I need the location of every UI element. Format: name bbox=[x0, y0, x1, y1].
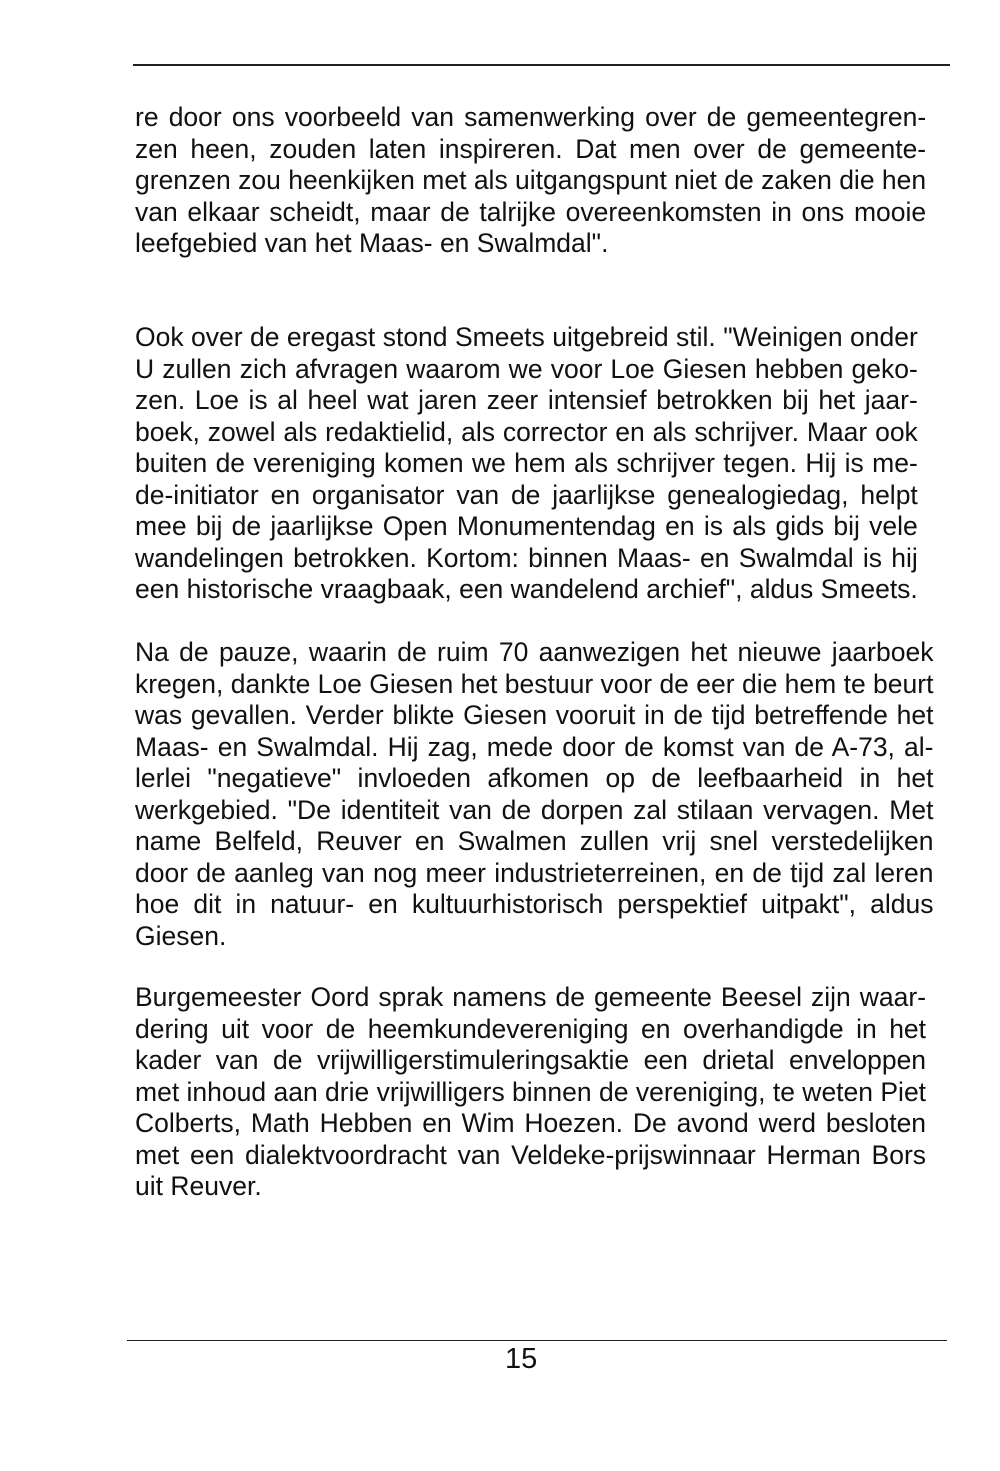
page-number: 15 bbox=[505, 1343, 538, 1375]
text-line: kregen, dankte Loe Giesen het bestuur voor de eer die hem te beurt bbox=[135, 668, 934, 699]
text-line: dering uit voor de heemkundevereniging en overhandigde in het bbox=[135, 1013, 927, 1044]
text-line: Na de pauze, waarin de ruim 70 aanwezigen het nieuwe jaarboek bbox=[135, 637, 934, 667]
text-line: met inhoud aan drie vrijwilligers binnen de vereniging, te weten Piet bbox=[135, 1076, 927, 1107]
text-line: van elkaar scheidt, maar de talrijke overeenkomsten in ons mooie bbox=[135, 196, 927, 227]
paragraph-4 bbox=[135, 982, 926, 1203]
text-line: Ook over de eregast stond Smeets uitgebreid stil. "Weinigen onder bbox=[135, 322, 918, 352]
text-line: met een dialektvoordracht van Veldeke-prijswinnaar Herman Bors bbox=[135, 1139, 927, 1170]
text-line: re door ons voorbeeld van samenwerking over de gemeentegren- bbox=[135, 102, 927, 132]
text-line: de-initiator en organisator van de jaarlijkse genealogiedag, helpt bbox=[135, 479, 918, 510]
text-line: Colberts, Math Hebben en Wim Hoezen. De avond werd besloten bbox=[135, 1108, 927, 1138]
text-line: Giesen. bbox=[135, 920, 227, 951]
header-rule bbox=[133, 64, 950, 66]
paragraph-3 bbox=[135, 637, 933, 952]
text-line: een historische vraagbaak, een wandelend archief", aldus Smeets. bbox=[135, 574, 918, 604]
text-line: werkgebied. "De identiteit van de dorpen zal stilaan vervagen. Met bbox=[135, 794, 934, 825]
text-line: Burgemeester Oord sprak namens de gemeente Beesel zijn waar- bbox=[135, 982, 927, 1012]
text-line: door de aanleg van nog meer industrieterreinen, en de tijd zal leren bbox=[135, 857, 934, 888]
text-line: wandelingen betrokken. Kortom: binnen Maas- en Swalmdal is hij bbox=[135, 542, 918, 573]
text-line: uit Reuver. bbox=[135, 1171, 262, 1201]
text-line: zen heen, zouden laten inspireren. Dat men over de gemeente- bbox=[135, 133, 927, 164]
text-line: U zullen zich afvragen waarom we voor Loe Giesen hebben geko- bbox=[135, 353, 918, 384]
text-line: mee bij de jaarlijkse Open Monumentendag en is als gids bij vele bbox=[135, 511, 918, 541]
paragraph-2 bbox=[135, 322, 918, 606]
text-line: leefgebied van het Maas- en Swalmdal". bbox=[135, 228, 609, 258]
text-line: buiten de vereniging komen we hem als schrijver tegen. Hij is me- bbox=[135, 448, 918, 478]
text-line: was gevallen. Verder blikte Giesen vooruit in de tijd betreffende het bbox=[135, 700, 934, 730]
text-line: kader van de vrijwilligerstimuleringsaktie een drietal enveloppen bbox=[135, 1045, 927, 1075]
text-line: hoe dit in natuur- en kultuurhistorisch perspektief uitpakt", aldus bbox=[135, 889, 934, 919]
text-line: grenzen zou heenkijken met als uitgangspunt niet de zaken die hen bbox=[135, 165, 927, 195]
text-line: zen. Loe is al heel wat jaren zeer intensief betrokken bij het jaar- bbox=[135, 385, 918, 415]
text-line: boek, zowel als redaktielid, als corrector en als schrijver. Maar ook bbox=[135, 416, 918, 447]
text-line: lerlei "negatieve" invloeden afkomen op de leefbaarheid in het bbox=[135, 763, 934, 793]
text-line: Maas- en Swalmdal. Hij zag, mede door de komst van de A-73, al- bbox=[135, 731, 934, 762]
paragraph-1 bbox=[135, 102, 926, 260]
text-line: name Belfeld, Reuver en Swalmen zullen vrij snel verstedelijken bbox=[135, 826, 934, 856]
